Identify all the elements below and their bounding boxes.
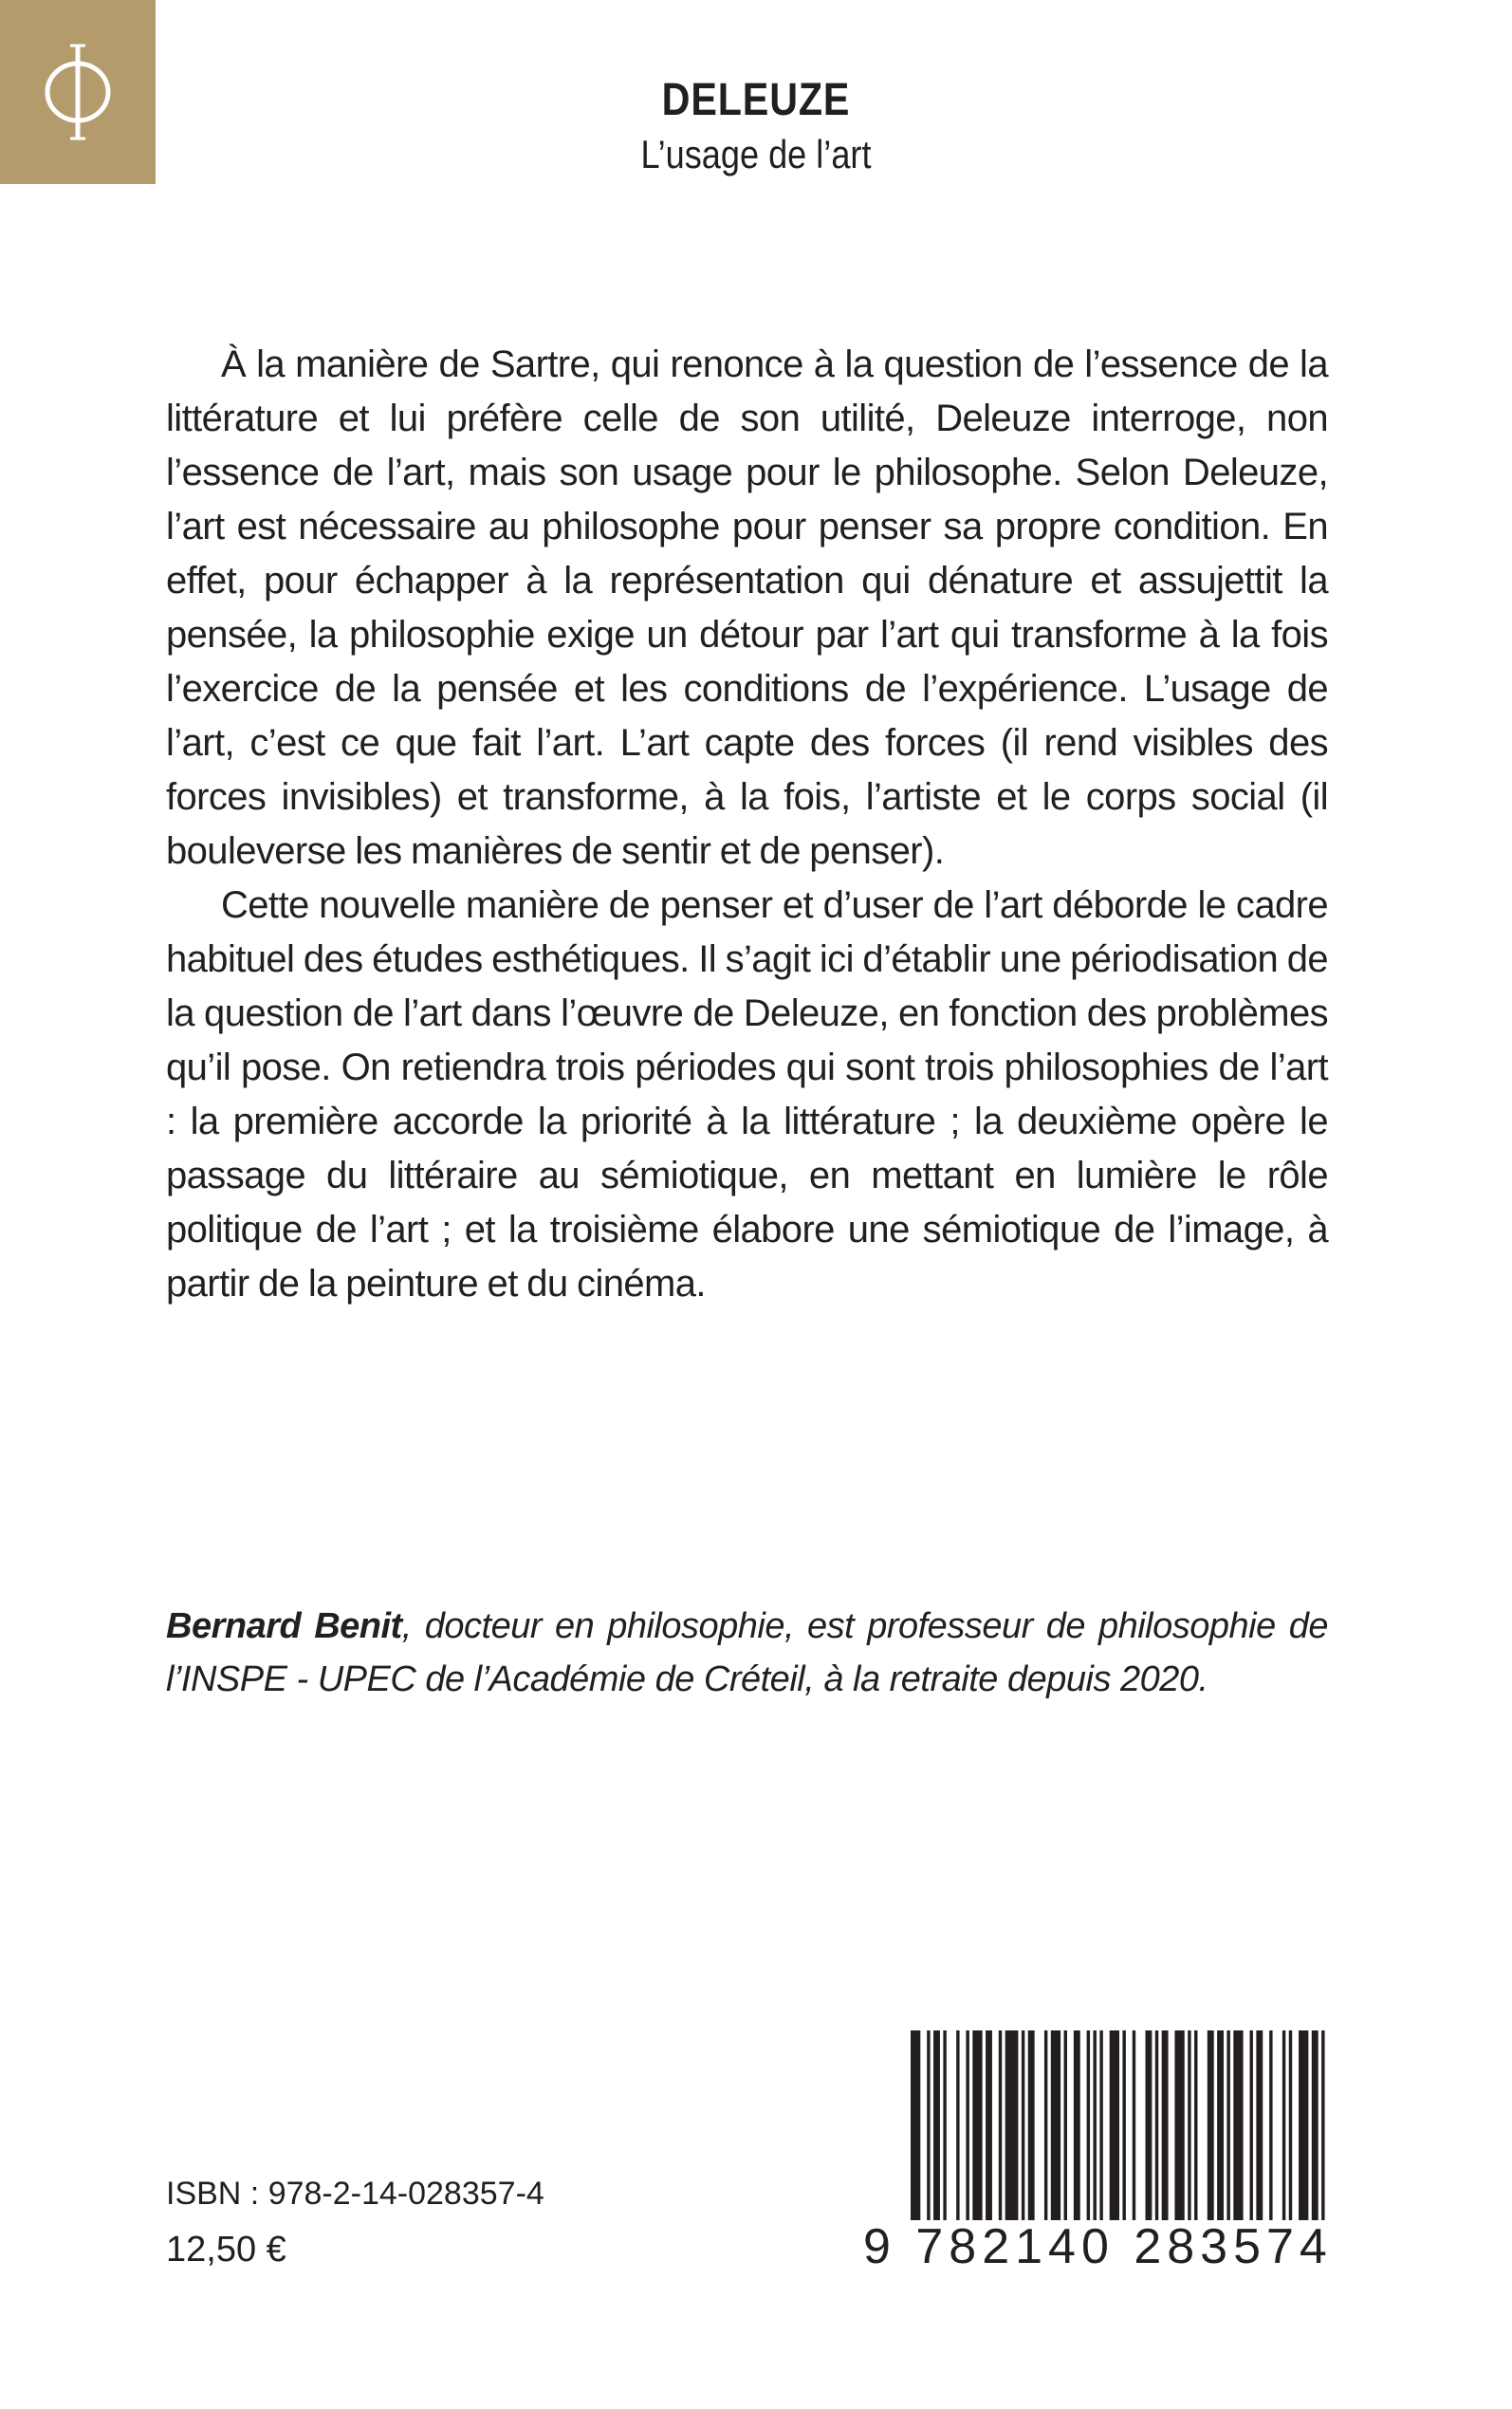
book-title: DELEUZE — [661, 75, 851, 125]
author-bio-text: , docteur en philosophie, est professeur de philosophie de l’INSPE - UPEC de l’Académie de Créteil, à la retraite depuis 2020. — [166, 1606, 1328, 1699]
price: 12,50 € — [166, 2230, 286, 2270]
book-subtitle: L’usage de l’art — [640, 132, 872, 176]
author-bio — [166, 1600, 1328, 1706]
back-cover-blurb — [166, 338, 1328, 1311]
isbn: ISBN : 978-2-14-028357-4 — [166, 2176, 544, 2212]
blurb-paragraph-1: À la manière de Sartre, qui renonce à la question de l’essence de la littérature et lui préfère celle de son utilité, Deleuze interroge, non l’essence de l’art, mais son usage pour le philosophe. Selon Deleuze, l’art est nécessaire au philosophe pour penser sa propre condition. En effet, pour échapper à la représentation qui dénature et assujettit la pensée, la philosophie exige un détour par l’art qui transforme à la fois l’exercice de la pensée et les conditions de l’expérience. L’usage de l’art, c’est ce que fait l’art. L’art capte des forces (il rend visibles des forces invisibles) et transforme, à la fois, l’artiste et le corps social (il bouleverse les manières de sentir et de penser). — [166, 343, 1328, 872]
barcode-icon — [911, 2030, 1328, 2220]
title-block — [0, 74, 1512, 180]
author-name: Bernard Benit — [166, 1606, 402, 1646]
blurb-paragraph-2: Cette nouvelle manière de penser et d’user de l’art déborde le cadre habituel des études esthétiques. Il s’agit ici d’établir une périodisation de la question de l’art dans l’œuvre de Deleuze, en fonction des problèmes qu’il pose. On retiendra trois périodes qui sont trois philosophies de l’art : la première accorde la priorité à la littérature ; la deuxième opère le passage du littéraire au sémiotique, en mettant en lumière le rôle politique de l’art ; et la troisième élabore une sémiotique de l’image, à partir de la peinture et du cinéma. — [166, 884, 1328, 1305]
barcode-digits: 9 782140 283574 — [863, 2219, 1333, 2274]
